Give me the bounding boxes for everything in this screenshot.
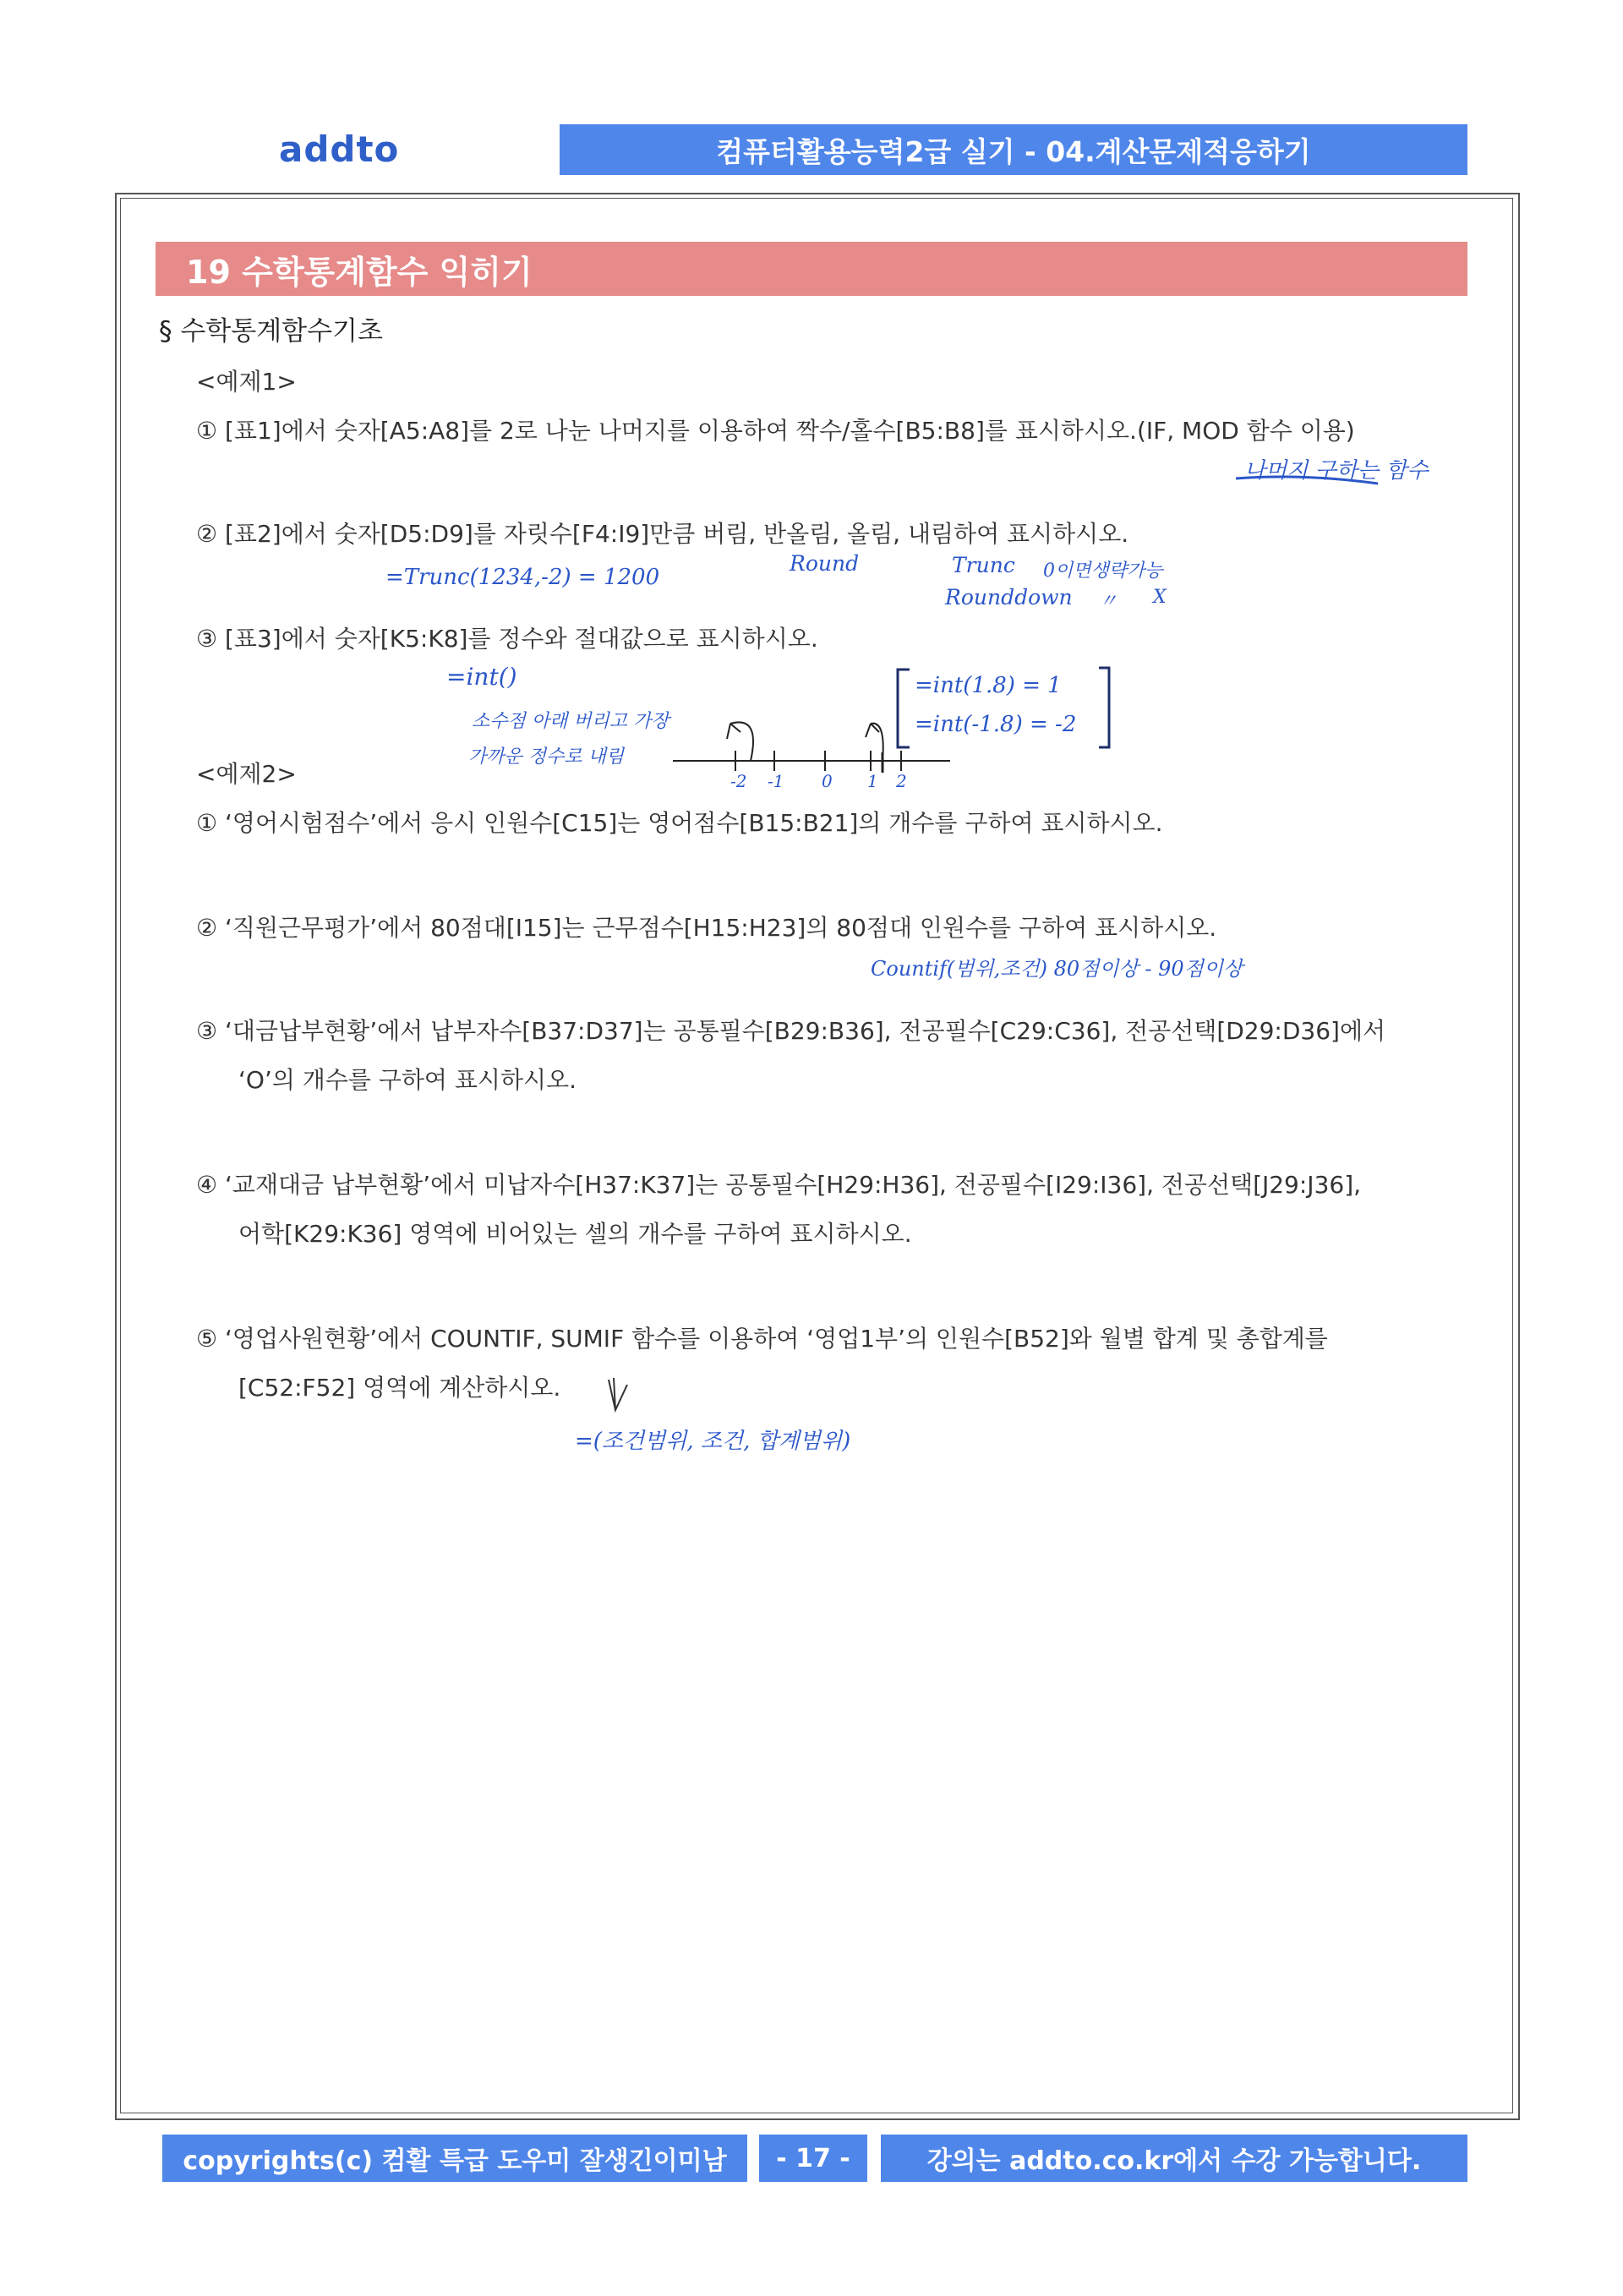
- subheading: § 수학통계함수기초: [159, 316, 383, 347]
- note-rounddown: Rounddown: [945, 585, 1073, 610]
- example2-item-4: ④ ‘교재대금 납부현황’에서 미납자수[H37:K37]는 공통필수[H29:H36], 전공필수[I29:I36], 전공선택[J29:J36],: [196, 1171, 1362, 1199]
- example2-item-2: ② ‘직원근무평가’에서 80점대[I15]는 근무점수[H15:H23]의 80점대 인원수를 구하여 표시하시오.: [196, 914, 1217, 942]
- document-title-bar: 컴퓨터활용능력2급 실기 - 04.계산문제적응하기: [560, 124, 1467, 175]
- note-int-desc-2: 가까운 정수로 내림: [468, 746, 625, 768]
- footer-lecture-info: 강의는 addto.co.kr에서 수강 가능합니다.: [881, 2135, 1467, 2182]
- example2-item-5: ⑤ ‘영업사원현황’에서 COUNTIF, SUMIF 함수를 이용하여 ‘영업1부’의 인원수[B52]와 월별 합계 및 총합계를: [196, 1325, 1328, 1353]
- note-int-positive: =int(1.8) = 1: [915, 673, 1062, 698]
- note-omit: 0이면생략가능: [1043, 560, 1163, 582]
- note-countif: Countif(범위,조건) 80점이상 - 90점이상: [871, 957, 1243, 981]
- note-x: X: [1153, 587, 1167, 608]
- footer-page-number: - 17 -: [759, 2135, 867, 2182]
- example2-item-3-cont: ‘O’의 개수를 구하여 표시하시오.: [238, 1066, 577, 1094]
- example2-item-3: ③ ‘대금납부현황’에서 납부자수[B37:D37]는 공통필수[B29:B36], 전공필수[C29:C36], 전공선택[D29:D36]에서: [196, 1017, 1386, 1045]
- note-int-negative: =int(-1.8) = -2: [915, 712, 1077, 737]
- example2-item-1: ① ‘영어시험점수’에서 응시 인원수[C15]는 영어점수[B15:B21]의 개수를 구하여 표시하시오.: [196, 809, 1163, 837]
- note-trunc: Trunc: [952, 553, 1015, 577]
- axis-label-2: 2: [896, 771, 907, 791]
- axis-label-minus2: -2: [730, 771, 747, 791]
- note-sumif: =(조건범위, 조건, 합계범위): [575, 1429, 851, 1454]
- note-int: =int(): [446, 663, 517, 691]
- example2-label: <예제2>: [196, 760, 297, 788]
- footer-copyright: copyrights(c) 컴활 특급 도우미 잘생긴이미남: [162, 2135, 747, 2182]
- note-int-desc-1: 소수점 아래 버리고 가장: [472, 711, 669, 732]
- note-ditto: 〃: [1099, 591, 1118, 612]
- note-mod: 나머지 구하는 함수: [1244, 458, 1429, 484]
- example1-item-1: ① [표1]에서 숫자[A5:A8]를 2로 나눈 나머지를 이용하여 짝수/홀수[B5:B8]를 표시하시오.(IF, MOD 함수 이용): [196, 417, 1355, 445]
- axis-label-zero: 0: [822, 771, 833, 791]
- addto-logo: addto: [279, 128, 400, 170]
- example2-item-5-cont: [C52:F52] 영역에 계산하시오.: [238, 1374, 561, 1402]
- axis-label-1: 1: [867, 771, 878, 791]
- example1-label: <예제1>: [196, 368, 297, 396]
- example2-item-4-cont: 어학[K29:K36] 영역에 비어있는 셀의 개수를 구하여 표시하시오.: [238, 1220, 912, 1248]
- axis-label-minus1: -1: [768, 771, 784, 791]
- example1-item-3: ③ [표3]에서 숫자[K5:K8]를 정수와 절대값으로 표시하시오.: [196, 625, 818, 653]
- section-title: 19 수학통계함수 익히기: [156, 242, 1467, 296]
- note-round: Round: [790, 551, 860, 576]
- example1-item-2: ② [표2]에서 숫자[D5:D9]를 자릿수[F4:I9]만큼 버림, 반올림, 올림, 내림하여 표시하시오.: [196, 520, 1129, 548]
- note-trunc-example: =Trunc(1234,-2) = 1200: [385, 565, 660, 590]
